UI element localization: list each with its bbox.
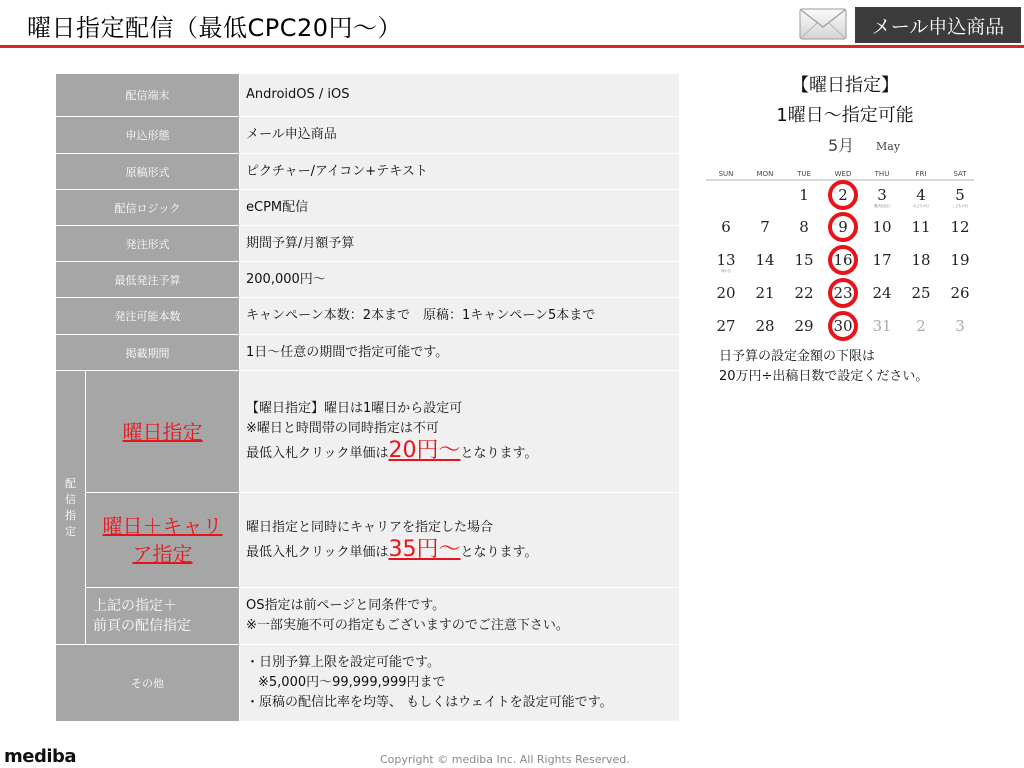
page-title: 曜日指定配信（最低CPC20円～）	[27, 14, 403, 42]
row-value: 1日～任意の期間で指定可能です。	[240, 335, 680, 371]
calendar-day: 17	[872, 251, 892, 269]
row-value: ピクチャー/アイコン+テキスト	[240, 154, 680, 190]
holiday-note: 母の日	[721, 269, 731, 273]
calendar-day: 6	[721, 218, 731, 236]
calendar-day: 5	[955, 186, 965, 204]
calendar-grid	[706, 166, 978, 342]
weekday-spec-label: 曜日指定	[86, 371, 240, 493]
weekday-carrier-spec-detail: 曜日指定と同時にキャリアを指定した場合 最低入札クリック単価は35円～となります。	[240, 493, 680, 588]
calendar-day: 21	[755, 284, 775, 302]
row-label: 申込形態	[56, 117, 240, 154]
row-value: メール申込商品	[240, 117, 680, 154]
weekday-header: SAT	[953, 170, 967, 178]
row-label: 発注可能本数	[56, 298, 240, 335]
calendar-day: 1	[799, 186, 809, 204]
combined-spec-detail: OS指定は前ページと同条件です。 ※一部実施不可の指定もございますのでご注意下さい。	[240, 588, 680, 645]
calendar-day: 4	[916, 186, 926, 204]
weekday-spec-detail: 【曜日指定】曜日は1曜日から設定可 ※曜日と時間帯の同時指定は不可 最低入札クリック単価は20円～となります。	[240, 371, 680, 493]
table-row	[56, 154, 680, 190]
table-row	[56, 226, 680, 262]
calendar-heading: 【曜日指定】	[791, 75, 899, 96]
calendar-day: 3	[877, 186, 887, 204]
calendar-day: 11	[911, 218, 931, 236]
calendar-day: 14	[755, 251, 775, 269]
weekday-header: THU	[874, 170, 890, 178]
calendar-day: 30	[833, 317, 853, 335]
calendar-day: 23	[833, 284, 853, 302]
weekday-header: SUN	[718, 170, 734, 178]
holiday-note: こどもの日	[952, 204, 968, 208]
calendar-note: 日予算の設定金額の下限は 20万円÷出稿日数で設定ください。	[719, 349, 929, 384]
calendar-day: 24	[872, 284, 892, 302]
row-label: 発注形式	[56, 226, 240, 262]
misc-detail: ・日別予算上限を設定可能です。 ※5,000円～99,999,999円まで ・原稿の配信比率を均等、 もしくはウェイトを設定可能です。	[240, 645, 680, 722]
copyright: Copyright © mediba Inc. All Rights Reserved.	[380, 753, 630, 766]
calendar-day: 2	[916, 317, 926, 335]
row-value: eCPM配信	[240, 190, 680, 226]
calendar-month-en: May	[876, 140, 901, 153]
calendar-day: 27	[716, 317, 736, 335]
carrier-min-cpc: 35円～	[388, 536, 461, 562]
calendar-subheading: 1曜日～指定可能	[776, 105, 914, 126]
calendar-day: 18	[911, 251, 931, 269]
calendar-day: 22	[794, 284, 814, 302]
mediba-logo: mediba	[4, 746, 77, 767]
mail-order-badge: メール申込商品	[855, 7, 1021, 43]
row-label: その他	[56, 645, 240, 722]
calendar-day: 8	[799, 218, 809, 236]
calendar-day: 2	[838, 186, 848, 204]
table-row	[56, 645, 680, 722]
weekday-header: MON	[756, 170, 774, 178]
calendar-day: 13	[716, 251, 736, 269]
calendar-day: 16	[833, 251, 853, 269]
row-value: 200,000円～	[240, 262, 680, 298]
calendar-day: 26	[950, 284, 970, 302]
calendar-day: 7	[760, 218, 770, 236]
envelope-icon	[798, 6, 848, 42]
row-label: 原稿形式	[56, 154, 240, 190]
calendar-day: 28	[755, 317, 775, 335]
header-divider	[0, 45, 1024, 48]
row-label: 最低発注予算	[56, 262, 240, 298]
table-row	[56, 588, 680, 645]
table-row	[56, 371, 680, 493]
row-label: 配信端末	[56, 74, 240, 117]
table-row	[56, 298, 680, 335]
calendar-day: 20	[716, 284, 736, 302]
delivery-spec-group-label: 配 信 指 定	[56, 371, 86, 645]
calendar-day: 12	[950, 218, 970, 236]
table-row	[56, 262, 680, 298]
row-value: AndroidOS / iOS	[240, 74, 680, 117]
weekday-carrier-spec-label: 曜日＋キャリ ア指定	[86, 493, 240, 588]
row-value: キャンペーン本数：2本まで 原稿：1キャンペーン5本まで	[240, 298, 680, 335]
weekday-header: WED	[834, 170, 852, 178]
row-value: 期間予算/月額予算	[240, 226, 680, 262]
calendar-day: 19	[950, 251, 970, 269]
calendar-day: 10	[872, 218, 892, 236]
table-row	[56, 190, 680, 226]
table-row	[56, 493, 680, 588]
holiday-note: 憲法記念日	[874, 204, 890, 208]
weekday-header: FRI	[915, 170, 927, 178]
weekday-min-cpc: 20円～	[388, 438, 461, 463]
calendar-day: 29	[794, 317, 814, 335]
calendar-day: 31	[872, 317, 892, 335]
calendar-day: 25	[911, 284, 931, 302]
weekday-header: TUE	[797, 170, 811, 178]
calendar-day: 15	[794, 251, 814, 269]
table-row	[56, 117, 680, 154]
table-row	[56, 335, 680, 371]
row-label: 掲載期間	[56, 335, 240, 371]
combined-spec-label: 上記の指定＋ 前頁の配信指定	[86, 588, 240, 645]
calendar-day: 3	[955, 317, 965, 335]
spec-table	[55, 73, 680, 722]
calendar-day: 9	[838, 218, 848, 236]
table-row	[56, 74, 680, 117]
row-label: 配信ロジック	[56, 190, 240, 226]
holiday-note: みどりの日	[913, 204, 929, 208]
calendar-month: 5月	[828, 136, 855, 155]
